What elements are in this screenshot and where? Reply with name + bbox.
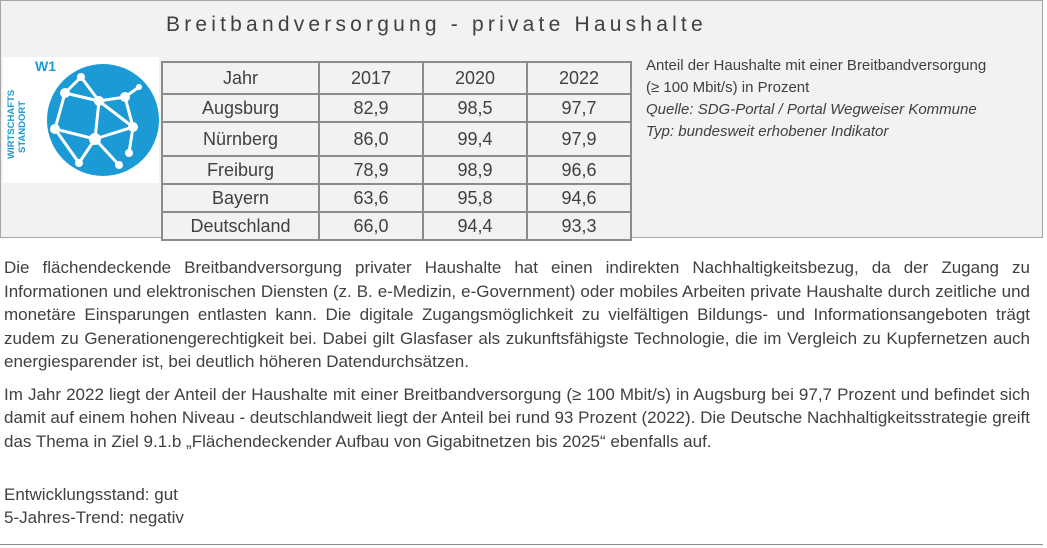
table-cell: 86,0: [319, 122, 423, 156]
table-cell: 63,6: [319, 184, 423, 212]
assessment-status: [4, 483, 184, 529]
table-cell: 98,5: [423, 94, 527, 122]
row-label: Augsburg: [162, 94, 319, 122]
table-cell: 96,6: [527, 156, 631, 184]
table-cell: 99,4: [423, 122, 527, 156]
table-row: [162, 94, 631, 122]
indicator-info: [646, 55, 1041, 143]
table-header-cell: 2017: [319, 62, 423, 94]
page-title: Breitbandversorgung - private Haushalte: [166, 13, 707, 36]
indicator-description: Anteil der Haushalte mit einer Breitbandversorgung: [646, 57, 987, 74]
table-header-row: [162, 62, 631, 94]
table-cell: 93,3: [527, 212, 631, 240]
indicator-unit: (≥ 100 Mbit/s) in Prozent: [646, 79, 810, 96]
indicator-header-panel: [0, 0, 1043, 238]
row-label: Deutschland: [162, 212, 319, 240]
five-year-trend: 5-Jahres-Trend: negativ: [4, 508, 184, 527]
paragraph: Im Jahr 2022 liegt der Anteil der Haushalte mit einer Breitbandversorgung (≥ 100 Mbit/s) in Augsburg bei 97,7 Prozent und befindet sich damit auf einem hohen Niveau - deutschlandweit liegt der Anteil bei rund 93 Prozent (2022). Die Deutsche Nachhaltigkeitsstrategie greift das Thema in Ziel 9.1.b „Flächendeckender Aufbau von Gigabitnetzen bis 2025“ ebenfalls auf.: [4, 384, 1030, 451]
table-header-cell: Jahr: [162, 62, 319, 94]
table-header-cell: 2020: [423, 62, 527, 94]
divider: [0, 544, 1043, 545]
table-cell: 98,9: [423, 156, 527, 184]
indicator-type: Typ: bundesweit erhobener Indikator: [646, 123, 889, 140]
table-row: [162, 212, 631, 240]
table-header-cell: 2022: [527, 62, 631, 94]
table-cell: 97,7: [527, 94, 631, 122]
logo-text-line2: STANDORT: [17, 100, 28, 153]
table-cell: 78,9: [319, 156, 423, 184]
row-label: Bayern: [162, 184, 319, 212]
table-cell: 82,9: [319, 94, 423, 122]
indicator-source: Quelle: SDG-Portal / Portal Wegweiser Kommune: [646, 101, 977, 118]
logo-text-line1: WIRTSCHAFTS: [6, 89, 17, 159]
development-status: Entwicklungsstand: gut: [4, 485, 178, 504]
broadband-data-table: [161, 61, 632, 241]
table-cell: 66,0: [319, 212, 423, 240]
row-label: Nürnberg: [162, 122, 319, 156]
logo-code: W1: [35, 58, 56, 74]
table-cell: 94,6: [527, 184, 631, 212]
table-row: [162, 122, 631, 156]
table-cell: 97,9: [527, 122, 631, 156]
table-row: [162, 156, 631, 184]
body-text: [4, 256, 1030, 462]
table-cell: 95,8: [423, 184, 527, 212]
network-globe-icon: [3, 57, 159, 183]
wirtschaftsstandort-logo: [3, 57, 159, 183]
paragraph: Die flächendeckende Breitbandversorgung privater Haushalte hat einen indirekten Nachhaltigkeitsbezug, da der Zugang zu Informationen und elektronischen Diensten (z. B. e-Medizin, e-Government) oder mobiles Arbeiten private Haushalte durch zeitliche und monetäre Einsparungen entlasten kann. Die digitale Zugangsmöglichkeit zu vielfältigen Bildungs- und Informationsangeboten trägt zudem zu Generationengerechtigkeit bei. Dabei gilt Glasfaser als zukunftsfähigste Technologie, die im Vergleich zu Kupfernetzen auch energiesparender ist, bei deutlich höheren Datendurchsätzen.: [4, 258, 1030, 371]
table-row: [162, 184, 631, 212]
row-label: Freiburg: [162, 156, 319, 184]
table-cell: 94,4: [423, 212, 527, 240]
